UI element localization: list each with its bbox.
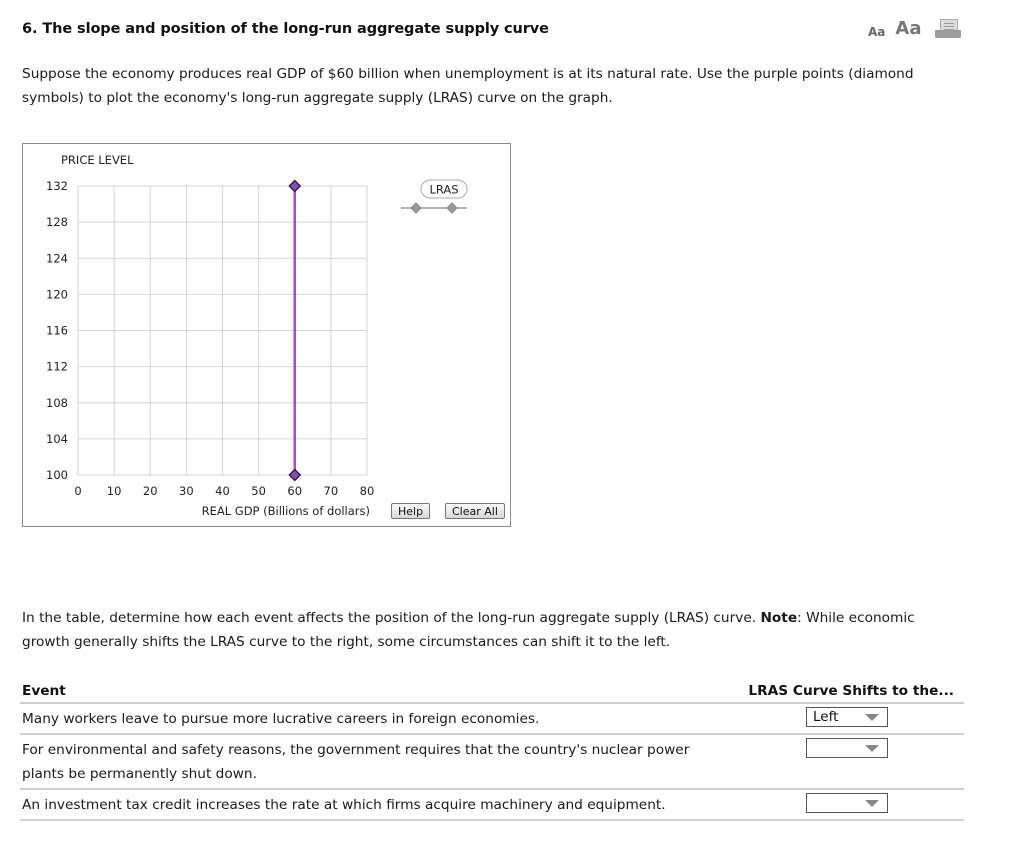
y-tick-label: 128 (46, 215, 68, 230)
x-tick-label: 50 (251, 484, 266, 498)
intro-text: Suppose the economy produces real GDP of $60 billion when unemployment is at its natural rate. Use the purple points (diamond symbols) to plot the economy's long-run aggregate supply (LRAS) curve on the graph. (22, 66, 914, 106)
x-axis-title: REAL GDP (Billions of dollars) (201, 504, 370, 518)
legend-label: LRAS (429, 182, 459, 197)
y-tick-label: 124 (46, 251, 68, 266)
chevron-down-icon (865, 745, 879, 752)
lras-point-diamond-icon[interactable] (289, 181, 300, 192)
increase-font-icon[interactable]: Aa (895, 18, 922, 39)
y-tick-label: 132 (46, 179, 68, 193)
graph-canvas[interactable] (23, 144, 512, 528)
y-tick-label: 112 (46, 359, 68, 374)
printer-icon[interactable] (935, 19, 961, 39)
y-tick-label: 100 (46, 468, 68, 482)
table-row (20, 790, 964, 821)
event-text: For environmental and safety reasons, the government requires that the country's nuclear power plants be permanently shut down. (22, 742, 690, 782)
y-tick-label: 116 (46, 323, 68, 338)
shift-dropdown-1[interactable]: Left (806, 707, 888, 727)
chevron-down-icon (865, 714, 879, 721)
event-text: Many workers leave to pursue more lucrative careers in foreign economies. (22, 711, 540, 727)
decrease-font-icon[interactable]: Aa (868, 24, 886, 39)
lras-graph[interactable] (22, 143, 511, 527)
x-tick-label: 30 (179, 484, 194, 498)
table-header (20, 680, 964, 704)
x-tick-label: 0 (74, 484, 82, 498)
events-table (20, 680, 964, 821)
legend-diamond-icon[interactable] (411, 203, 421, 213)
y-tick-label: 104 (46, 431, 68, 446)
y-tick-label: 120 (46, 287, 68, 302)
chevron-down-icon (865, 800, 879, 807)
x-tick-label: 70 (323, 484, 339, 498)
event-column-header: Event (22, 683, 66, 699)
question-title: 6. The slope and position of the long-run aggregate supply curve (22, 21, 549, 37)
instructions-text: In the table, determine how each event affects the position of the long-run aggregate supply (LRAS) curve. Note: While economic growth generally shifts the LRAS curve to the right, some circumstances can shift it to the left. (22, 610, 915, 650)
event-text: An investment tax credit increases the rate at which firms acquire machinery and equipment. (22, 797, 666, 813)
shift-dropdown-3[interactable] (806, 793, 888, 813)
help-button[interactable]: Help (391, 503, 430, 519)
x-tick-label: 20 (142, 484, 158, 498)
y-tick-label: 108 (46, 395, 68, 410)
toolbar (868, 18, 961, 39)
y-axis-title: PRICE LEVEL (61, 153, 134, 167)
note-label: Note (760, 610, 798, 626)
table-row (20, 704, 964, 735)
x-tick-label: 80 (359, 484, 375, 498)
x-tick-label: 60 (287, 484, 303, 498)
x-tick-label: 10 (106, 484, 122, 498)
clear-all-button[interactable]: Clear All (445, 503, 505, 519)
shift-column-header: LRAS Curve Shifts to the... (748, 683, 954, 699)
lras-point-diamond-icon[interactable] (289, 470, 300, 481)
legend-diamond-icon[interactable] (447, 203, 457, 213)
table-row (20, 735, 964, 790)
x-tick-label: 40 (215, 484, 230, 498)
shift-dropdown-2[interactable] (806, 738, 888, 758)
